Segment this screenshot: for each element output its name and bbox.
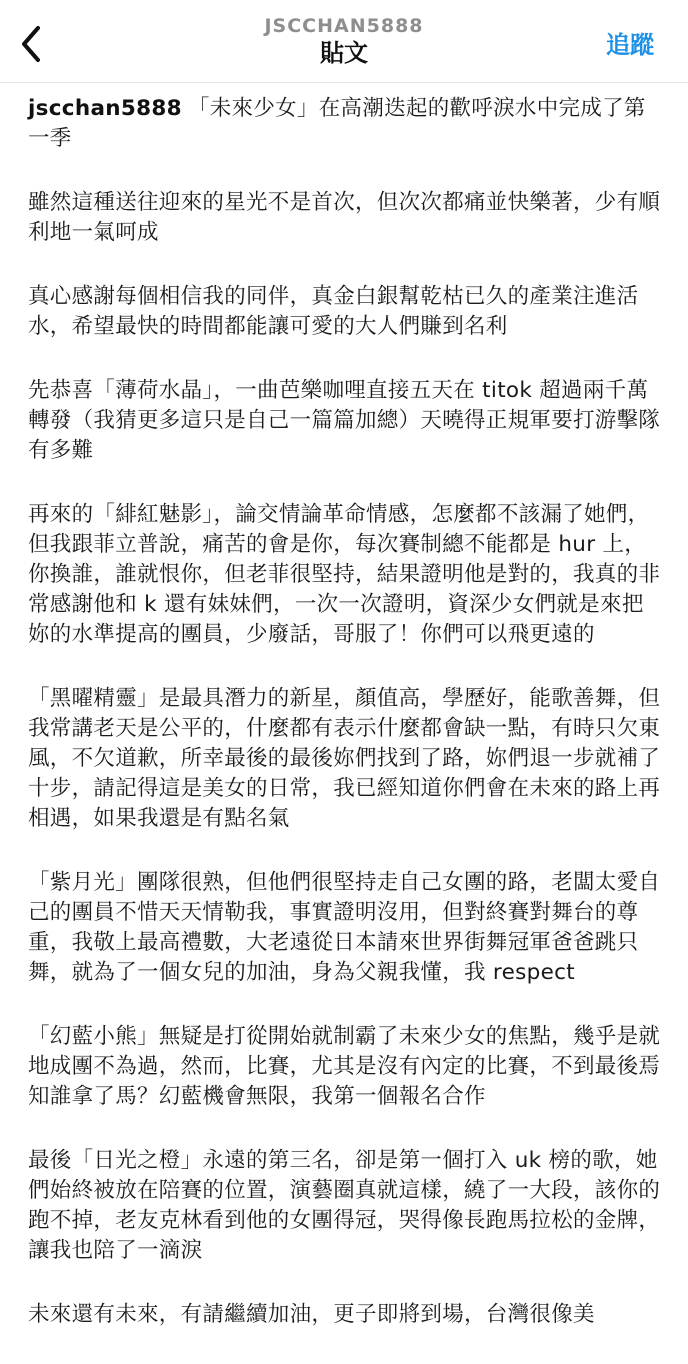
caption-paragraph-5: 再來的「緋紅魅影」，論交情論革命情感，怎麼都不該漏了她們，但我跟菲立普說，痛苦的會是你，每次賽制總不能都是 hur 上，你換誰，誰就恨你，但老菲很堅持，結果證明他是對的，我真的非常感謝他和 k 還有妹妹們，一次一次證明，資深少女們就是來把妳的水準提高的團員，少廢話，哥服了！你們可以飛更遠的 bbox=[28, 502, 661, 647]
page-title: 貼文 bbox=[320, 39, 368, 67]
author-username[interactable]: jscchan5888 bbox=[28, 96, 182, 121]
caption-paragraph-10: 未來還有未來，有請繼續加油，更子即將到場，台灣很像美 bbox=[28, 1302, 595, 1327]
caption-paragraph-8: 「幻藍小熊」無疑是打從開始就制霸了未來少女的焦點，幾乎是就地成團不為過，然而，比賽，尤其是沒有內定的比賽，不到最後焉知誰拿了馬？幻藍機會無限，我第一個報名合作 bbox=[28, 1024, 661, 1109]
caption-paragraph-6: 「黑曜精靈」是最具潛力的新星，顏值高，學歷好，能歌善舞，但我常講老天是公平的，什麼都有表示什麼都會缺一點，有時只欠東風，不欠道歉，所幸最後的最後妳們找到了路，妳們退一步就補了十步，請記得這是美女的日常，我已經知道你們會在未來的路上再相遇，如果我還是有點名氣 bbox=[28, 686, 661, 831]
caption-paragraph-3: 真心感謝每個相信我的同伴，真金白銀幫乾枯已久的產業注進活水，希望最快的時間都能讓可愛的大人們賺到名利 bbox=[28, 284, 639, 339]
follow-button[interactable]: 追蹤 bbox=[606, 31, 654, 59]
top-nav-bar bbox=[0, 0, 688, 83]
caption-paragraph-4: 先恭喜「薄荷水晶」，一曲芭樂咖哩直接五天在 titok 超過兩千萬轉發（我猜更多這只是自己一篇篇加總）天曉得正規軍要打游擊隊有多難 bbox=[28, 378, 661, 463]
caption-paragraph-1 bbox=[28, 94, 664, 154]
caption-paragraph-9: 最後「日光之橙」永遠的第三名，卻是第一個打入 uk 榜的歌，她們始終被放在陪賽的位置，演藝圈真就這樣，繞了一大段，該你的跑不掉，老友克林看到他的女團得冠，哭得像長跑馬拉松的金牌，讓我也陪了一滴淚 bbox=[28, 1148, 661, 1263]
caption-paragraph-7: 「紫月光」團隊很熟，但他們很堅持走自己女團的路，老闆太愛自己的團員不惜天天情勒我，事實證明沒用，但對終賽對舞台的尊重，我敬上最高禮數，大老遠從日本請來世界街舞冠軍爸爸跳只舞，就為了一個女兒的加油，身為父親我懂，我 respect bbox=[28, 870, 661, 985]
post-caption bbox=[28, 94, 664, 1364]
caption-text: 「未來少女」在高潮迭起的歡呼淚水中完成了第一季 bbox=[28, 96, 646, 151]
caption-paragraph-2: 雖然這種送往迎來的星光不是首次，但次次都痛並快樂著，少有順利地一氣呵成 bbox=[28, 190, 661, 245]
header-username: JSCCHAN5888 bbox=[264, 15, 424, 37]
